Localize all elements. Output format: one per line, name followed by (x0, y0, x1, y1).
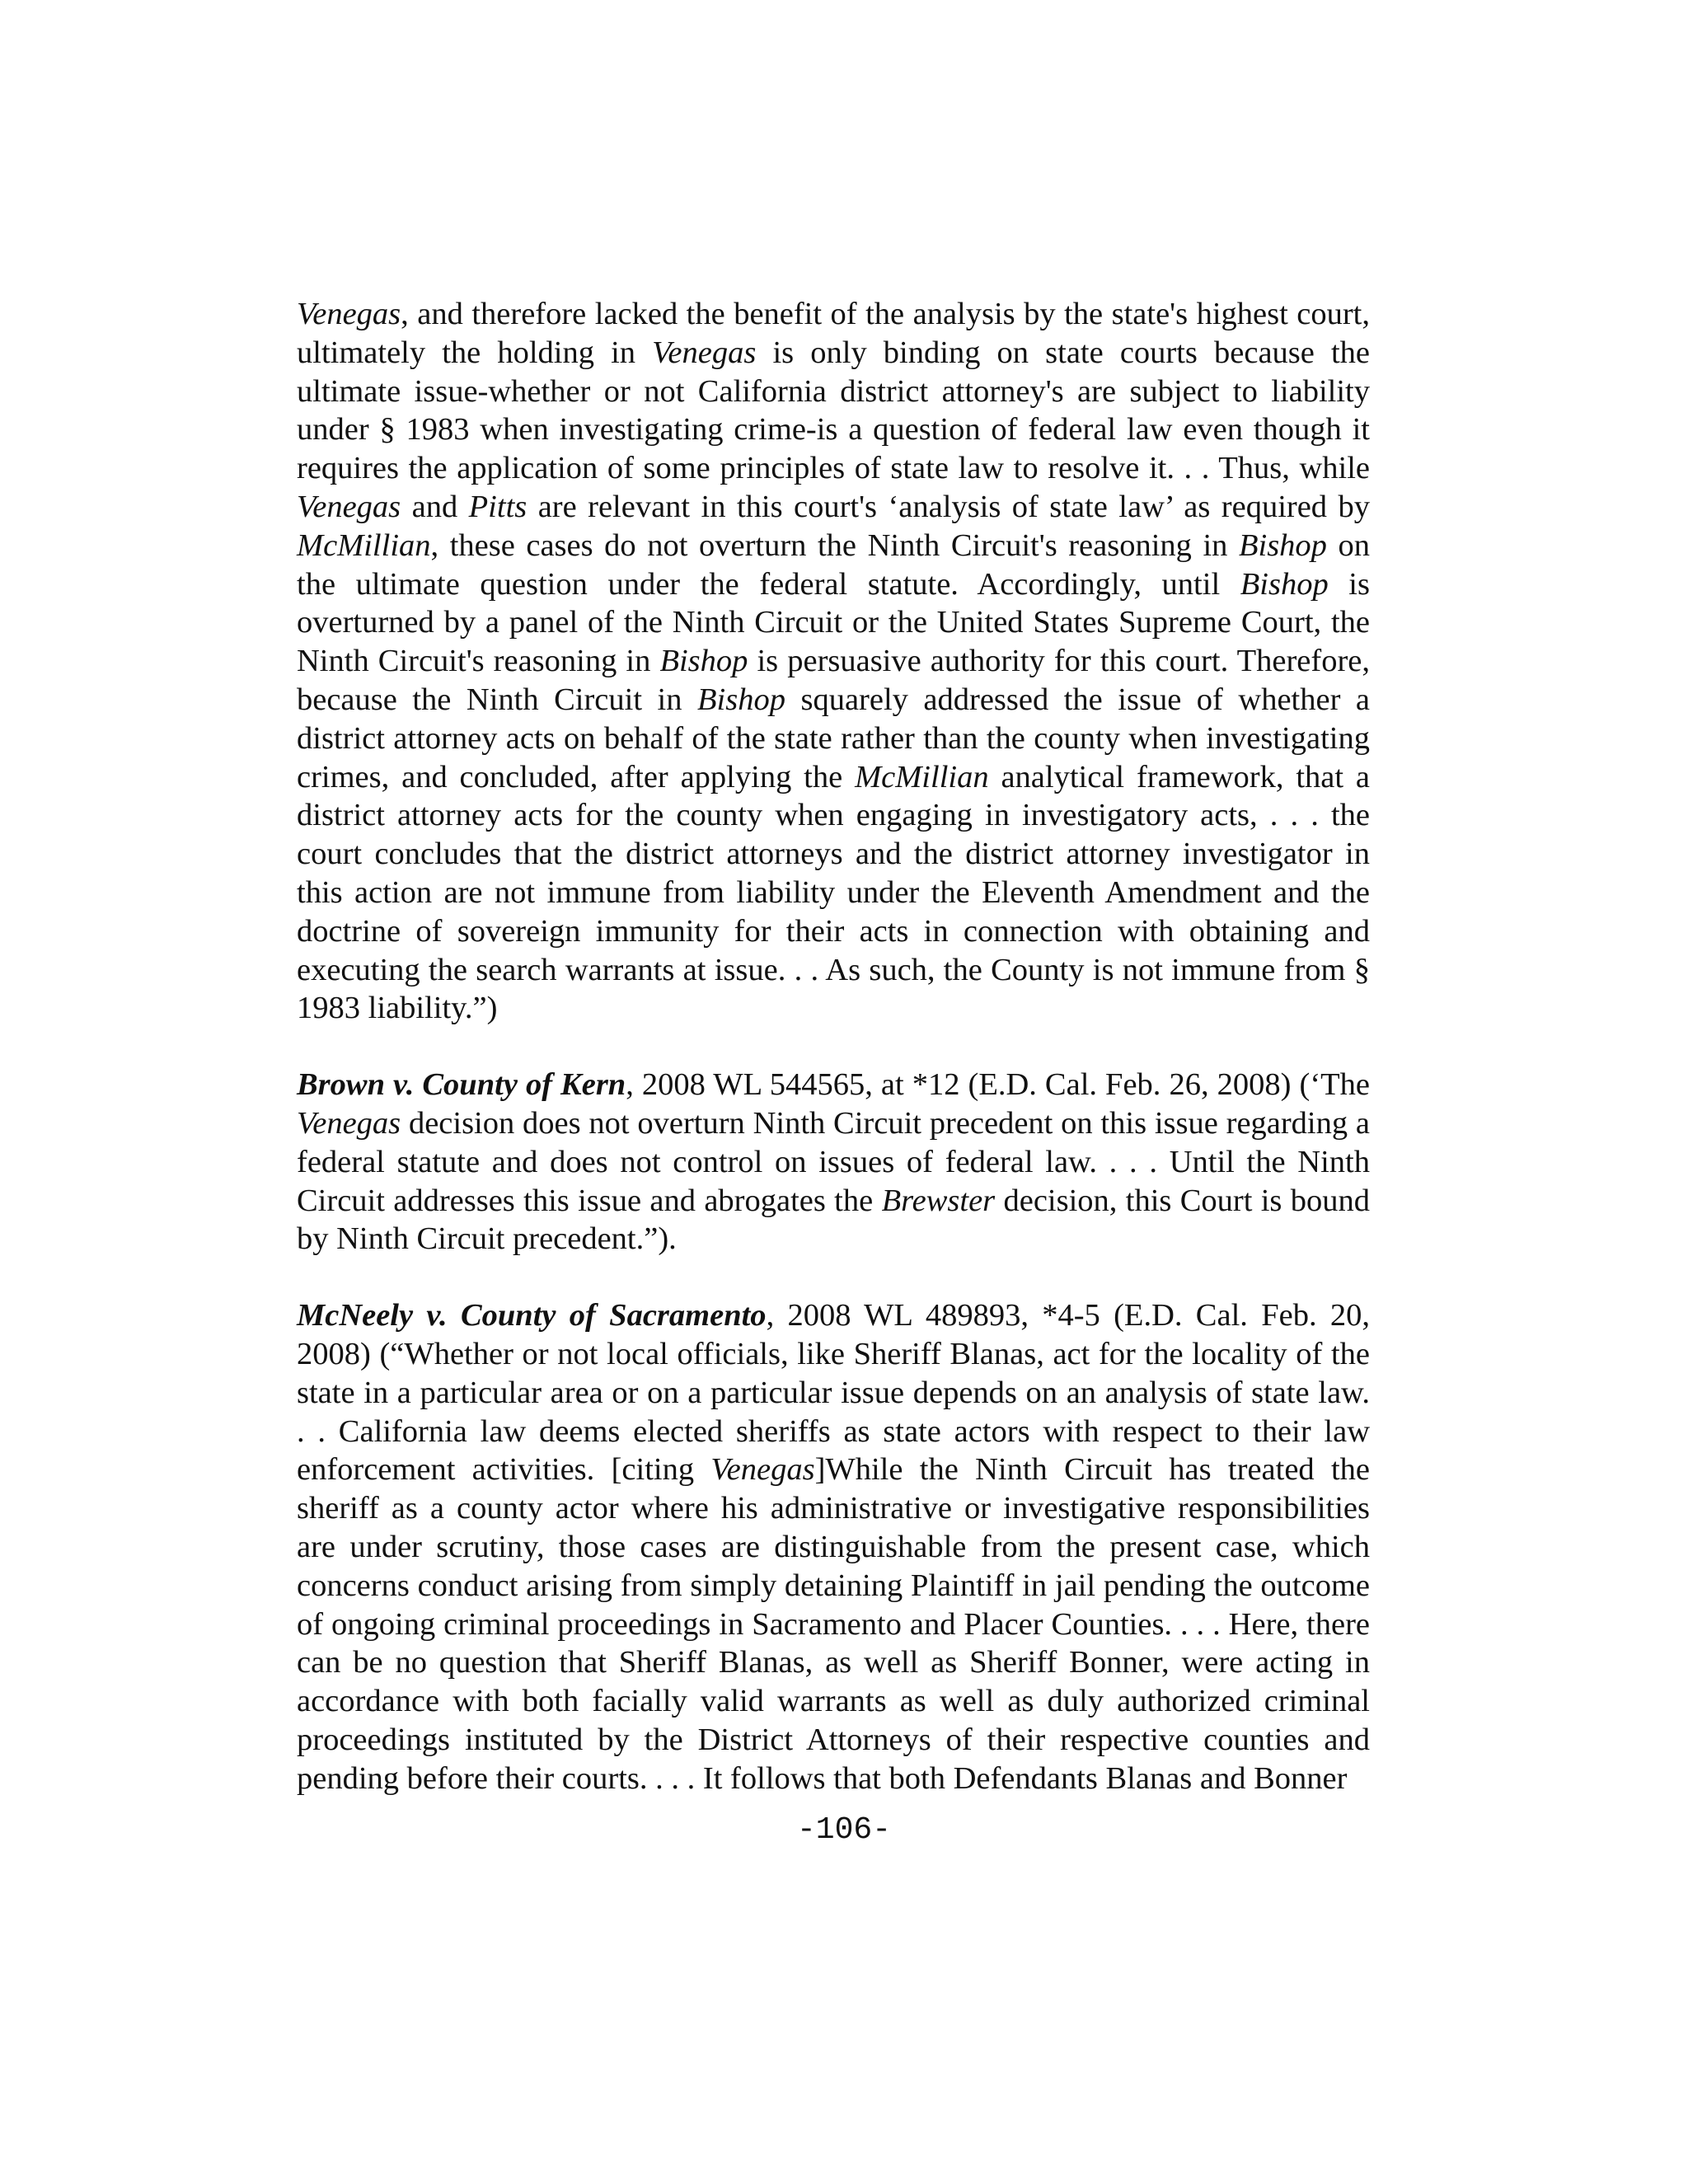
case-ref-venegas: Venegas (297, 297, 401, 331)
case-ref-venegas: Venegas (297, 489, 401, 524)
page-number: -106- (796, 1812, 892, 1848)
text-run: analytical framework, that a district attorney acts for the county when engaging in investigatory acts, . . . the court concludes that the district attorneys and the district attorney investigator in this action are not immune from liability under the Eleventh Amendment and the doctrine of sovereign immunity for their acts in connection with obtaining and executing the search warrants at issue. . . As such, the County is not immune from § 1983 liability.”) (297, 759, 1370, 1026)
case-ref-bishop: Bishop (1240, 566, 1329, 602)
text-run: , and therefore lacked the benefit of the analysis by the state's highest court, ultimately the holding in (297, 297, 1370, 370)
text-run: , 2008 WL 544565, at *12 (E.D. Cal. Feb. 26, 2008) (‘The (626, 1067, 1370, 1103)
case-ref-mcmillian: McMillian (855, 759, 989, 794)
case-ref-pitts: Pitts (468, 489, 528, 524)
text-run: is only binding on state courts because the ultimate issue-whether or not California district attorney's are subject to liability under § 1983 when investigating crime-is a question of federal law even though it requires the application of some principles of state law to resolve it. . . Thus, while (297, 335, 1370, 486)
case-ref-bishop: Bishop (659, 644, 748, 679)
paragraph-spacer (297, 1028, 1370, 1066)
text-run: ]While the Ninth Circuit has treated the sheriff as a county actor where his administrative or investigative responsibilities are under scrutiny, those cases are distinguishable from the present case, which concerns conduct arising from simply detaining Plaintiff in jail pending the outcome of ongoing criminal proceedings in Sacramento and Placer Counties. . . . Here, there can be no question that Sheriff Blanas, as well as Sheriff Bonner, were acting in accordance with both facially valid warrants as well as duly authorized criminal proceedings instituted by the District Attorneys of their respective counties and pending before their courts. . . . It follows that both Defendants Blanas and Bonner (297, 1452, 1370, 1796)
case-ref-mcmillian: McMillian (297, 527, 431, 563)
paragraph-spacer (297, 1258, 1370, 1296)
document-body (297, 295, 1370, 1797)
case-ref-venegas: Venegas (652, 335, 757, 370)
quote-paragraph-bishop (297, 295, 1370, 1028)
case-name-mcneely: McNeely v. County of Sacramento (297, 1298, 767, 1333)
case-ref-brewster: Brewster (881, 1183, 996, 1218)
case-ref-bishop: Bishop (1238, 527, 1327, 563)
citation-paragraph-brown (297, 1066, 1370, 1258)
text-run: , these cases do not overturn the Ninth Circuit's reasoning in (430, 527, 1239, 563)
text-run: decision does not overturn Ninth Circuit precedent on this issue regarding a federal statute and does not control on issues of federal law. . . . Until the Ninth Circuit addresses this issue and abrogates the (297, 1105, 1370, 1218)
text-run: on the ultimate question under the federal statute. Accordingly, until (297, 527, 1370, 602)
text-run: decision, this Court is bound by Ninth Circuit precedent.”). (297, 1183, 1370, 1257)
text-run: is persuasive authority for this court. Therefore, because the Ninth Circuit in (297, 644, 1370, 717)
citation-paragraph-mcneely (297, 1296, 1370, 1797)
text-run: are relevant in this court's ‘analysis of state law’ as required by (527, 489, 1371, 524)
case-ref-venegas: Venegas (297, 1105, 401, 1141)
text-run: and (401, 489, 469, 524)
case-name-brown: Brown v. County of Kern (297, 1067, 626, 1103)
text-run: squarely addressed the issue of whether a district attorney acts on behalf of the state rather than the county when investigating crimes, and concluded, after applying the (297, 682, 1370, 794)
case-ref-bishop: Bishop (697, 682, 785, 717)
case-ref-venegas: Venegas (710, 1452, 815, 1488)
text-run: , 2008 WL 489893, *4-5 (E.D. Cal. Feb. 20, 2008) (“Whether or not local officials, like Sheriff Blanas, act for the locality of the state in a particular area or on a particular issue depends on an analysis of state law. . . California law deems elected sheriffs as state actors with respect to their law enforcement activities. [citing (297, 1298, 1370, 1488)
text-run: is overturned by a panel of the Ninth Circuit or the United States Supreme Court, the Ninth Circuit's reasoning in (297, 566, 1370, 679)
